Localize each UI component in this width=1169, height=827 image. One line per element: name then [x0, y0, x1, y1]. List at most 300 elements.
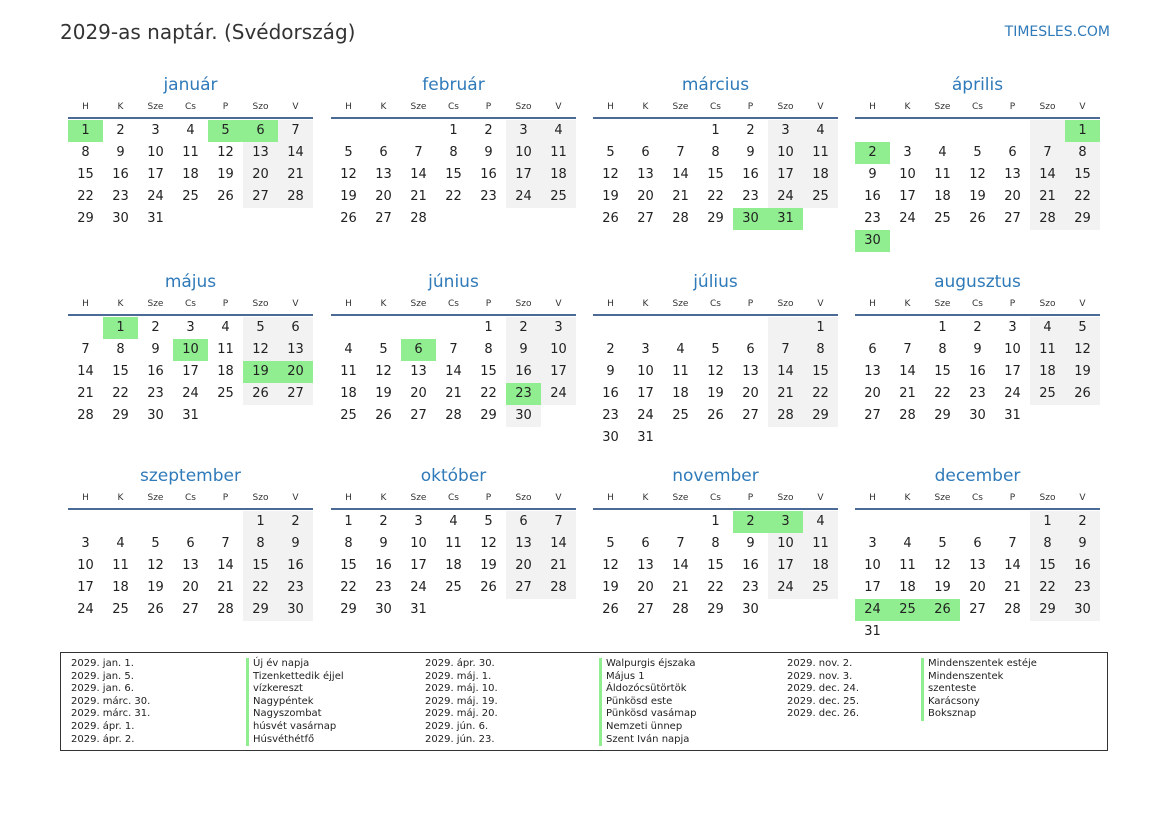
day-cell: 21	[1004, 580, 1021, 595]
holiday-date: 2029. jún. 6.	[425, 720, 489, 732]
day-cell: 9	[116, 145, 125, 160]
weekday-label: K	[904, 102, 911, 112]
day-cell: 1	[938, 320, 947, 335]
day-cell: 28	[278, 186, 313, 208]
empty-cell	[855, 511, 890, 533]
holiday-day-cell: 3	[768, 511, 803, 533]
day-cell: 26	[602, 211, 619, 226]
day-grid	[593, 317, 838, 449]
day-grid	[68, 120, 313, 230]
day-cell: 24	[506, 186, 541, 208]
day-cell: 8	[803, 339, 838, 361]
empty-cell	[663, 511, 698, 533]
day-cell: 27	[375, 211, 392, 226]
day-cell: 17	[637, 386, 654, 401]
day-cell: 12	[243, 339, 278, 361]
day-cell: 12	[969, 167, 986, 182]
weekday-label: Cs	[185, 493, 196, 503]
day-cell: 3	[81, 536, 90, 551]
day-cell: 10	[768, 533, 803, 555]
day-cell: 16	[278, 555, 313, 577]
day-cell: 18	[1030, 361, 1065, 383]
weekday-label: P	[1009, 299, 1016, 309]
day-cell: 2	[484, 123, 493, 138]
holiday-name: Szent Iván napja	[599, 734, 696, 747]
day-cell: 26	[969, 211, 986, 226]
day-cell: 17	[864, 580, 881, 595]
month-title: január	[163, 75, 218, 95]
holiday-date: 2029. máj. 20.	[425, 708, 498, 720]
holiday-day-cell: 20	[278, 361, 313, 383]
day-cell: 14	[445, 364, 462, 379]
month-title: október	[420, 466, 487, 486]
month-title: június	[428, 272, 479, 292]
month-title: július	[693, 272, 738, 292]
day-cell: 18	[934, 189, 951, 204]
day-grid	[331, 317, 576, 427]
day-cell: 18	[803, 164, 838, 186]
day-cell: 21	[768, 383, 803, 405]
day-cell: 12	[1065, 339, 1100, 361]
day-cell: 12	[934, 558, 951, 573]
day-cell: 23	[375, 580, 392, 595]
holiday-date: 2029. máj. 1.	[425, 670, 492, 682]
day-cell: 6	[1008, 145, 1017, 160]
day-cell: 5	[973, 145, 982, 160]
day-cell: 18	[445, 558, 462, 573]
holiday-list	[60, 652, 1108, 751]
day-cell: 25	[217, 386, 234, 401]
holiday-date: 2029. jan. 5.	[71, 670, 134, 682]
day-cell: 11	[934, 167, 951, 182]
day-cell: 12	[375, 364, 392, 379]
day-cell: 15	[340, 558, 357, 573]
day-cell: 17	[899, 189, 916, 204]
weekday-label: K	[642, 102, 649, 112]
weekday-label: H	[345, 299, 352, 309]
day-cell: 27	[742, 408, 759, 423]
day-cell: 14	[1030, 164, 1065, 186]
month-title: április	[951, 75, 1004, 95]
month-title: december	[934, 466, 1021, 486]
day-cell: 5	[151, 536, 160, 551]
weekday-label: Cs	[448, 102, 459, 112]
holiday-date: 2029. jún. 23.	[425, 733, 495, 745]
day-cell: 23	[147, 386, 164, 401]
day-cell: 4	[186, 123, 195, 138]
day-cell: 11	[340, 364, 357, 379]
holiday-date: 2029. máj. 10.	[425, 683, 498, 695]
holiday-name: Új év napja	[246, 658, 344, 671]
holiday-name: Mindenszentek	[921, 671, 1037, 684]
holiday-name: Pünkösd vasámap	[599, 708, 696, 721]
empty-cell	[890, 120, 925, 142]
weekday-label: P	[222, 102, 229, 112]
day-cell: 21	[672, 580, 689, 595]
page-title: 2029-as naptár. (Svédország)	[60, 20, 356, 44]
weekday-header	[68, 297, 313, 316]
day-cell: 7	[768, 339, 803, 361]
day-cell: 22	[1030, 577, 1065, 599]
day-cell: 8	[711, 145, 720, 160]
day-cell: 27	[278, 383, 313, 405]
day-cell: 28	[445, 408, 462, 423]
weekday-label: V	[292, 102, 299, 112]
day-cell: 15	[112, 364, 129, 379]
holiday-day-cell: 24	[855, 599, 890, 621]
day-cell: 3	[151, 123, 160, 138]
day-cell: 23	[278, 577, 313, 599]
day-cell: 4	[938, 145, 947, 160]
holiday-date: 2029. jan. 6.	[71, 683, 134, 695]
weekday-label: Szo	[515, 299, 532, 309]
day-cell: 9	[973, 342, 982, 357]
holiday-date: 2029. máj. 19.	[425, 695, 498, 707]
day-cell: 12	[602, 558, 619, 573]
weekday-label: V	[1079, 493, 1086, 503]
day-cell: 28	[217, 602, 234, 617]
empty-cell	[593, 511, 628, 533]
weekday-label: H	[607, 493, 614, 503]
weekday-label: V	[292, 493, 299, 503]
empty-cell	[733, 317, 768, 339]
day-cell: 10	[1004, 342, 1021, 357]
day-cell: 14	[899, 364, 916, 379]
holiday-day-cell: 6	[243, 120, 278, 142]
weekday-label: H	[345, 102, 352, 112]
empty-cell	[960, 511, 995, 533]
holiday-name: Tizenkettedik éjjel	[246, 671, 344, 684]
month-május	[68, 270, 313, 427]
day-cell: 1	[711, 123, 720, 138]
day-cell: 12	[217, 145, 234, 160]
day-cell: 18	[182, 167, 199, 182]
holiday-date: 2029. dec. 26.	[787, 708, 860, 720]
day-cell: 27	[864, 408, 881, 423]
month-február	[331, 73, 576, 230]
day-cell: 10	[899, 167, 916, 182]
month-március	[593, 73, 838, 230]
day-cell: 6	[746, 342, 755, 357]
day-cell: 2	[379, 514, 388, 529]
empty-cell	[698, 317, 733, 339]
month-title: május	[164, 272, 217, 292]
day-cell: 31	[637, 430, 654, 445]
weekday-label: P	[222, 493, 229, 503]
day-cell: 10	[541, 339, 576, 361]
day-cell: 11	[182, 145, 199, 160]
day-cell: 10	[768, 142, 803, 164]
day-cell: 15	[445, 167, 462, 182]
day-cell: 20	[637, 189, 654, 204]
empty-cell	[855, 120, 890, 142]
weekday-label: Szo	[1039, 299, 1056, 309]
holiday-name: Pünkösd este	[599, 696, 696, 709]
day-cell: 4	[803, 511, 838, 533]
weekday-label: Cs	[710, 493, 721, 503]
day-cell: 16	[480, 167, 497, 182]
day-cell: 17	[768, 555, 803, 577]
day-cell: 5	[606, 145, 615, 160]
day-cell: 25	[112, 602, 129, 617]
weekday-label: P	[747, 102, 754, 112]
day-cell: 19	[934, 580, 951, 595]
day-cell: 2	[1065, 511, 1100, 533]
day-cell: 24	[77, 602, 94, 617]
day-cell: 19	[969, 189, 986, 204]
weekday-label: V	[817, 493, 824, 503]
day-cell: 11	[672, 364, 689, 379]
day-cell: 9	[606, 364, 615, 379]
holiday-name: Mindenszentek estéje	[921, 658, 1037, 671]
empty-cell	[173, 511, 208, 533]
weekday-label: H	[869, 299, 876, 309]
day-cell: 15	[707, 558, 724, 573]
day-cell: 22	[707, 189, 724, 204]
day-cell: 16	[602, 386, 619, 401]
day-cell: 24	[541, 383, 576, 405]
day-cell: 11	[112, 558, 129, 573]
day-cell: 8	[344, 536, 353, 551]
day-cell: 21	[1030, 186, 1065, 208]
day-cell: 23	[480, 189, 497, 204]
empty-cell	[890, 317, 925, 339]
day-cell: 18	[803, 555, 838, 577]
day-cell: 8	[449, 145, 458, 160]
day-cell: 16	[969, 364, 986, 379]
holiday-date-column	[71, 658, 150, 746]
day-cell: 26	[1065, 383, 1100, 405]
day-cell: 24	[1004, 386, 1021, 401]
month-augusztus	[855, 270, 1100, 427]
day-cell: 5	[1065, 317, 1100, 339]
day-cell: 29	[480, 408, 497, 423]
weekday-label: P	[1009, 493, 1016, 503]
day-cell: 29	[1030, 599, 1065, 621]
day-cell: 6	[641, 145, 650, 160]
day-cell: 29	[243, 599, 278, 621]
empty-cell	[628, 317, 663, 339]
day-cell: 5	[606, 536, 615, 551]
weekday-label: Szo	[777, 299, 794, 309]
weekday-label: V	[555, 299, 562, 309]
day-cell: 19	[707, 386, 724, 401]
day-cell: 11	[217, 342, 234, 357]
weekday-label: Sze	[672, 102, 689, 112]
day-cell: 27	[969, 602, 986, 617]
holiday-date: 2029. nov. 3.	[787, 670, 853, 682]
day-cell: 7	[221, 536, 230, 551]
day-cell: 15	[934, 364, 951, 379]
day-cell: 13	[864, 364, 881, 379]
day-cell: 26	[217, 189, 234, 204]
holiday-name: szenteste	[921, 683, 1037, 696]
day-cell: 13	[243, 142, 278, 164]
weekday-label: Cs	[448, 299, 459, 309]
day-cell: 13	[506, 533, 541, 555]
day-cell: 27	[637, 602, 654, 617]
weekday-label: H	[82, 299, 89, 309]
day-grid	[593, 120, 838, 230]
day-cell: 25	[803, 577, 838, 599]
brand-link[interactable]: TIMESLES.COM	[1004, 24, 1110, 40]
holiday-day-cell: 5	[208, 120, 243, 142]
weekday-label: V	[817, 299, 824, 309]
day-cell: 13	[637, 558, 654, 573]
weekday-header	[593, 491, 838, 510]
day-cell: 30	[742, 602, 759, 617]
day-cell: 20	[1004, 189, 1021, 204]
empty-cell	[768, 317, 803, 339]
holiday-day-cell: 30	[855, 230, 890, 252]
day-cell: 22	[934, 386, 951, 401]
day-cell: 31	[1004, 408, 1021, 423]
day-cell: 3	[541, 317, 576, 339]
empty-cell	[138, 511, 173, 533]
day-cell: 8	[81, 145, 90, 160]
day-cell: 29	[707, 211, 724, 226]
day-cell: 26	[340, 211, 357, 226]
day-cell: 9	[484, 145, 493, 160]
day-cell: 6	[278, 317, 313, 339]
empty-cell	[401, 120, 436, 142]
holiday-name: Nagypéntek	[246, 696, 344, 709]
day-cell: 6	[641, 536, 650, 551]
weekday-header	[68, 491, 313, 510]
holiday-name: húsvét vasárnap	[246, 721, 344, 734]
weekday-label: H	[607, 102, 614, 112]
day-cell: 28	[541, 577, 576, 599]
weekday-header	[855, 100, 1100, 119]
weekday-label: Sze	[934, 299, 951, 309]
day-cell: 5	[711, 342, 720, 357]
day-cell: 3	[641, 342, 650, 357]
weekday-label: Szo	[515, 102, 532, 112]
day-cell: 20	[243, 164, 278, 186]
day-cell: 9	[1065, 533, 1100, 555]
day-cell: 8	[484, 342, 493, 357]
holiday-day-cell: 1	[103, 317, 138, 339]
day-cell: 15	[1030, 555, 1065, 577]
day-cell: 25	[340, 408, 357, 423]
holiday-date: 2029. nov. 2.	[787, 658, 853, 669]
day-cell: 21	[77, 386, 94, 401]
day-grid	[855, 511, 1100, 643]
day-cell: 15	[480, 364, 497, 379]
day-cell: 11	[1030, 339, 1065, 361]
day-cell: 7	[1008, 536, 1017, 551]
day-cell: 25	[541, 186, 576, 208]
month-január	[68, 73, 313, 230]
day-cell: 13	[278, 339, 313, 361]
day-cell: 5	[938, 536, 947, 551]
weekday-label: Sze	[934, 102, 951, 112]
day-cell: 12	[602, 167, 619, 182]
holiday-name-column	[921, 658, 1037, 721]
day-cell: 6	[868, 342, 877, 357]
weekday-label: P	[1009, 102, 1016, 112]
weekday-header	[331, 297, 576, 316]
day-cell: 27	[506, 577, 541, 599]
day-cell: 4	[803, 120, 838, 142]
weekday-label: Sze	[934, 493, 951, 503]
holiday-day-cell: 30	[733, 208, 768, 230]
weekday-label: Sze	[410, 102, 427, 112]
day-grid	[331, 120, 576, 230]
day-cell: 23	[112, 189, 129, 204]
day-cell: 4	[221, 320, 230, 335]
day-cell: 24	[147, 189, 164, 204]
day-cell: 15	[707, 167, 724, 182]
empty-cell	[331, 120, 366, 142]
day-cell: 30	[602, 430, 619, 445]
day-cell: 14	[217, 558, 234, 573]
day-cell: 13	[375, 167, 392, 182]
day-cell: 12	[480, 536, 497, 551]
day-cell: 30	[1065, 599, 1100, 621]
weekday-label: H	[82, 493, 89, 503]
month-június	[331, 270, 576, 427]
day-cell: 12	[147, 558, 164, 573]
day-cell: 30	[112, 211, 129, 226]
empty-cell	[995, 120, 1030, 142]
day-cell: 20	[506, 555, 541, 577]
holiday-name: vízkereszt	[246, 683, 344, 696]
day-cell: 11	[899, 558, 916, 573]
day-cell: 15	[77, 167, 94, 182]
holiday-day-cell: 2	[855, 142, 890, 164]
day-cell: 22	[707, 580, 724, 595]
holiday-day-cell: 6	[401, 339, 436, 361]
day-cell: 7	[81, 342, 90, 357]
day-cell: 2	[116, 123, 125, 138]
day-cell: 3	[868, 536, 877, 551]
day-cell: 30	[969, 408, 986, 423]
day-cell: 1	[803, 317, 838, 339]
weekday-label: H	[82, 102, 89, 112]
day-cell: 27	[243, 186, 278, 208]
empty-cell	[593, 317, 628, 339]
day-cell: 23	[969, 386, 986, 401]
holiday-day-cell: 31	[768, 208, 803, 230]
weekday-label: P	[485, 102, 492, 112]
day-cell: 17	[1004, 364, 1021, 379]
empty-cell	[331, 317, 366, 339]
day-cell: 29	[934, 408, 951, 423]
holiday-name: Május 1	[599, 671, 696, 684]
weekday-label: Szo	[1039, 102, 1056, 112]
day-cell: 16	[1065, 555, 1100, 577]
day-cell: 20	[969, 580, 986, 595]
weekday-label: K	[642, 299, 649, 309]
day-cell: 5	[344, 145, 353, 160]
day-cell: 31	[182, 408, 199, 423]
day-cell: 9	[868, 167, 877, 182]
month-december	[855, 464, 1100, 643]
day-grid	[68, 317, 313, 427]
day-cell: 16	[375, 558, 392, 573]
weekday-label: H	[869, 493, 876, 503]
holiday-day-cell: 25	[890, 599, 925, 621]
weekday-header	[855, 297, 1100, 316]
month-title: november	[672, 466, 759, 486]
day-cell: 11	[803, 142, 838, 164]
day-cell: 1	[711, 514, 720, 529]
day-cell: 11	[445, 536, 462, 551]
weekday-label: V	[1079, 102, 1086, 112]
day-cell: 6	[186, 536, 195, 551]
day-cell: 23	[864, 211, 881, 226]
